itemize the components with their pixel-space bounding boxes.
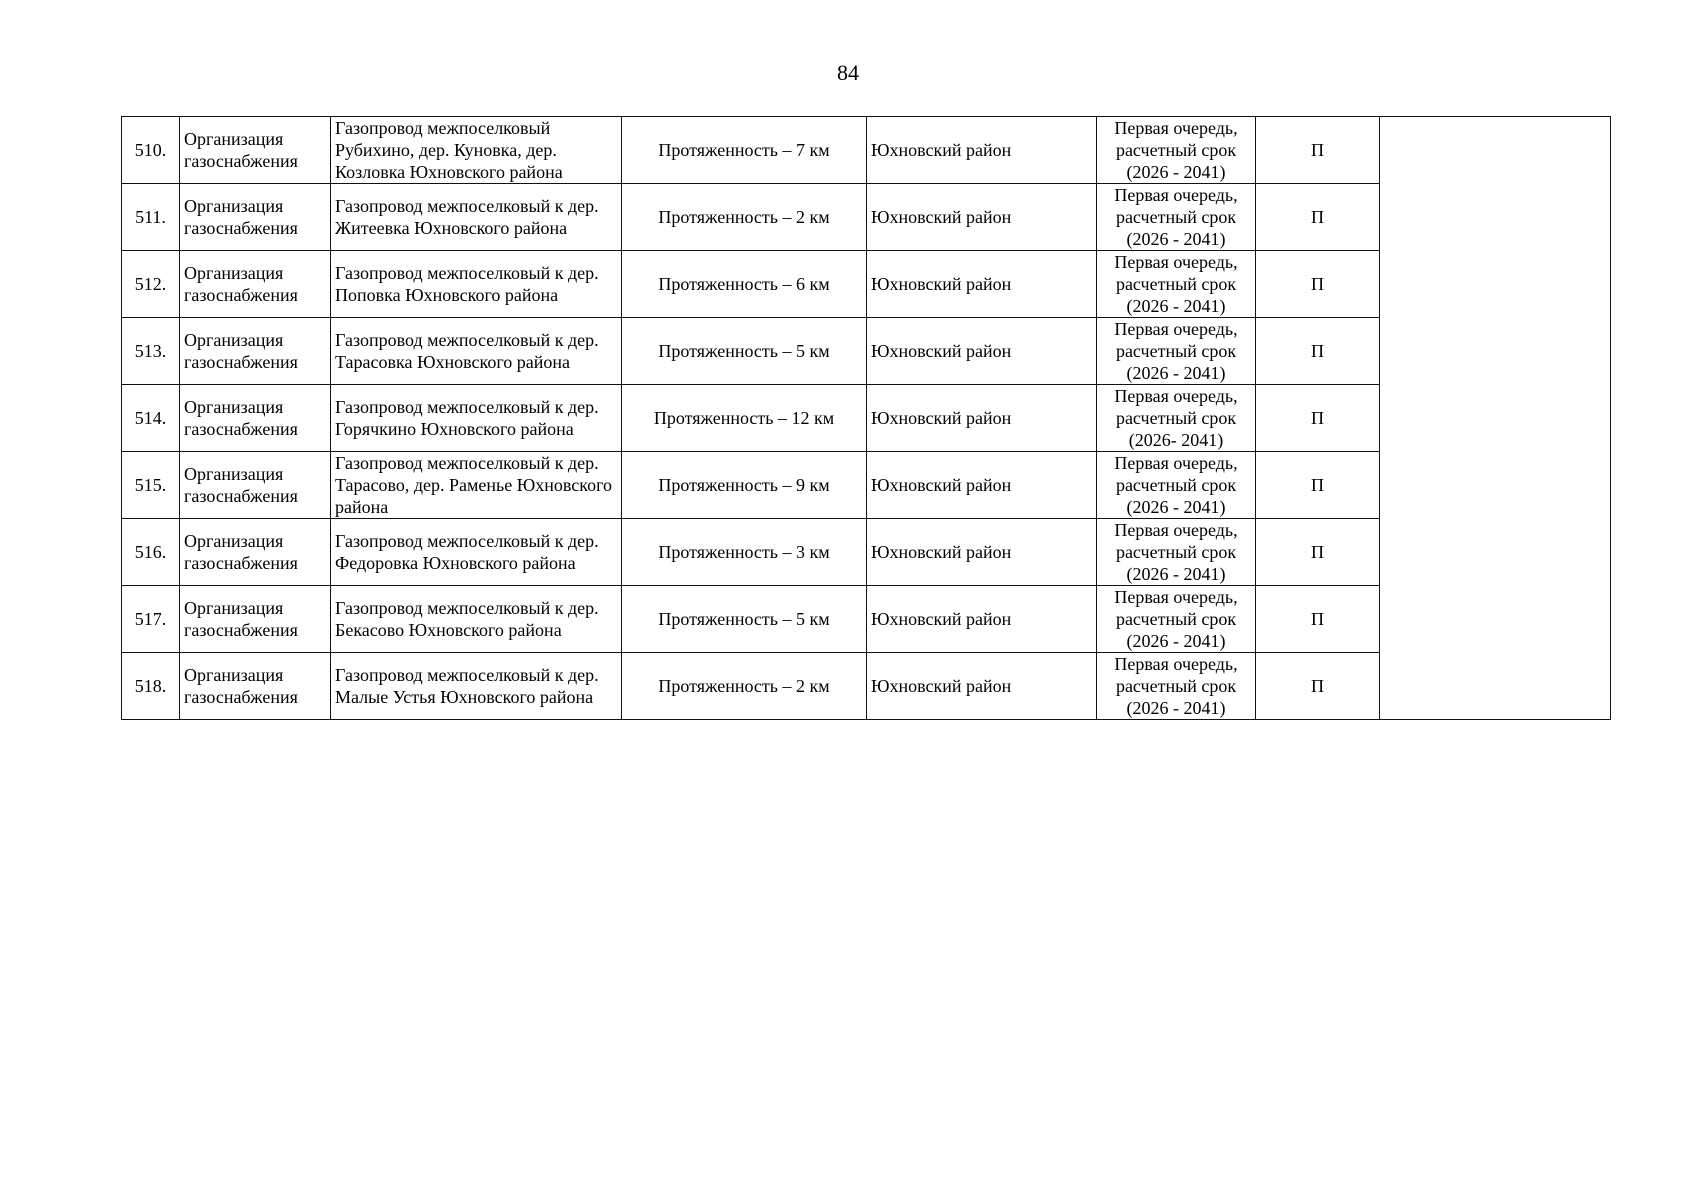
implementation-stage-cell: Первая очередь, расчетный срок (2026- 2041) bbox=[1097, 385, 1256, 452]
length-cell: Протяженность – 5 км bbox=[622, 318, 867, 385]
status-cell: П bbox=[1256, 318, 1380, 385]
status-cell: П bbox=[1256, 385, 1380, 452]
status-cell: П bbox=[1256, 519, 1380, 586]
object-description-cell: Газопровод межпоселковый к дер. Горячкино Юхновского района bbox=[331, 385, 622, 452]
implementation-stage-cell: Первая очередь, расчетный срок (2026 - 2041) bbox=[1097, 318, 1256, 385]
row-number: 514. bbox=[122, 385, 180, 452]
status-cell: П bbox=[1256, 117, 1380, 184]
implementation-stage-cell: Первая очередь, расчетный срок (2026 - 2041) bbox=[1097, 519, 1256, 586]
row-number: 513. bbox=[122, 318, 180, 385]
object-description-cell: Газопровод межпоселковый к дер. Тарасово, дер. Раменье Юхновского района bbox=[331, 452, 622, 519]
row-number: 518. bbox=[122, 653, 180, 720]
row-number: 516. bbox=[122, 519, 180, 586]
object-description-cell: Газопровод межпоселковый к дер. Поповка Юхновского района bbox=[331, 251, 622, 318]
length-cell: Протяженность – 9 км bbox=[622, 452, 867, 519]
length-cell: Протяженность – 6 км bbox=[622, 251, 867, 318]
implementation-stage-cell: Первая очередь, расчетный срок (2026 - 2041) bbox=[1097, 586, 1256, 653]
page-number: 84 bbox=[837, 60, 859, 85]
organization-cell: Организация газоснабжения bbox=[180, 452, 331, 519]
gas-pipeline-table bbox=[121, 116, 1611, 720]
length-cell: Протяженность – 5 км bbox=[622, 586, 867, 653]
status-cell: П bbox=[1256, 184, 1380, 251]
length-cell: Протяженность – 2 км bbox=[622, 184, 867, 251]
implementation-stage-cell: Первая очередь, расчетный срок (2026 - 2041) bbox=[1097, 251, 1256, 318]
status-cell: П bbox=[1256, 251, 1380, 318]
object-description-cell: Газопровод межпоселковый к дер. Бекасово Юхновского района bbox=[331, 586, 622, 653]
row-number: 511. bbox=[122, 184, 180, 251]
object-description-cell: Газопровод межпоселковый к дер. Малые Устья Юхновского района bbox=[331, 653, 622, 720]
organization-cell: Организация газоснабжения bbox=[180, 385, 331, 452]
organization-cell: Организация газоснабжения bbox=[180, 117, 331, 184]
object-description-cell: Газопровод межпоселковый к дер. Житеевка Юхновского района bbox=[331, 184, 622, 251]
length-cell: Протяженность – 7 км bbox=[622, 117, 867, 184]
status-cell: П bbox=[1256, 586, 1380, 653]
implementation-stage-cell: Первая очередь, расчетный срок (2026 - 2041) bbox=[1097, 452, 1256, 519]
object-description-cell: Газопровод межпоселковый к дер. Тарасовка Юхновского района bbox=[331, 318, 622, 385]
organization-cell: Организация газоснабжения bbox=[180, 318, 331, 385]
row-number: 517. bbox=[122, 586, 180, 653]
organization-cell: Организация газоснабжения bbox=[180, 653, 331, 720]
implementation-stage-cell: Первая очередь, расчетный срок (2026 - 2041) bbox=[1097, 117, 1256, 184]
row-number: 515. bbox=[122, 452, 180, 519]
location-cell: Юхновский район bbox=[867, 117, 1097, 184]
object-description-cell: Газопровод межпоселковый Рубихино, дер. Куновка, дер. Козловка Юхновского района bbox=[331, 117, 622, 184]
implementation-stage-cell: Первая очередь, расчетный срок (2026 - 2041) bbox=[1097, 653, 1256, 720]
location-cell: Юхновский район bbox=[867, 653, 1097, 720]
organization-cell: Организация газоснабжения bbox=[180, 251, 331, 318]
length-cell: Протяженность – 12 км bbox=[622, 385, 867, 452]
table-body bbox=[122, 117, 1611, 720]
location-cell: Юхновский район bbox=[867, 251, 1097, 318]
location-cell: Юхновский район bbox=[867, 519, 1097, 586]
location-cell: Юхновский район bbox=[867, 318, 1097, 385]
organization-cell: Организация газоснабжения bbox=[180, 519, 331, 586]
row-number: 512. bbox=[122, 251, 180, 318]
blank-merged-cell bbox=[1380, 117, 1611, 720]
length-cell: Протяженность – 2 км bbox=[622, 653, 867, 720]
location-cell: Юхновский район bbox=[867, 586, 1097, 653]
status-cell: П bbox=[1256, 452, 1380, 519]
implementation-stage-cell: Первая очередь, расчетный срок (2026 - 2041) bbox=[1097, 184, 1256, 251]
table-row bbox=[122, 117, 1611, 184]
location-cell: Юхновский район bbox=[867, 452, 1097, 519]
status-cell: П bbox=[1256, 653, 1380, 720]
row-number: 510. bbox=[122, 117, 180, 184]
object-description-cell: Газопровод межпоселковый к дер. Федоровка Юхновского района bbox=[331, 519, 622, 586]
location-cell: Юхновский район bbox=[867, 184, 1097, 251]
location-cell: Юхновский район bbox=[867, 385, 1097, 452]
length-cell: Протяженность – 3 км bbox=[622, 519, 867, 586]
organization-cell: Организация газоснабжения bbox=[180, 184, 331, 251]
organization-cell: Организация газоснабжения bbox=[180, 586, 331, 653]
